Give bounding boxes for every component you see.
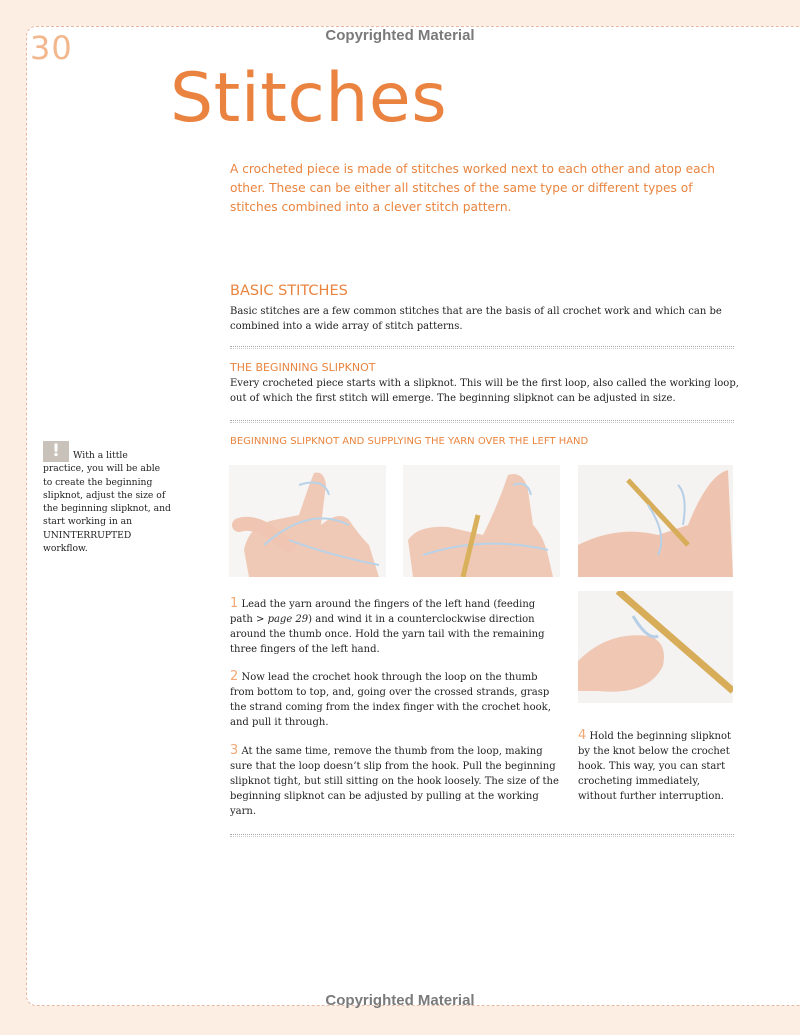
step-4 — [578, 728, 734, 804]
step-text: Hold the beginning slipknot by the knot below the crochet hook. This way, you can start crocheting immediately, without further interruption. — [578, 731, 732, 802]
photo-step-3 — [578, 465, 733, 577]
slipknot-heading: THE BEGINNING SLIPKNOT — [230, 361, 376, 374]
divider — [230, 346, 734, 349]
step-number: 3 — [230, 743, 239, 758]
step-text: ) and wind it in a counterclockwise direction around the thumb once. Hold the yarn tail with the remaining three fingers of the left hand. — [230, 614, 545, 655]
step-2 — [230, 669, 560, 730]
slipknot-text: Every crocheted piece starts with a slipknot. This will be the first loop, also called the working loop, out of which the first stitch will emerge. The beginning slipknot can be adjusted in size. — [230, 378, 739, 404]
basic-stitches-heading: BASIC STITCHES — [230, 283, 348, 299]
step-text: At the same time, remove the thumb from the loop, making sure that the loop doesn’t slip from the hook. Pull the beginning slipknot tight, but still sitting on the hook loosely. The size of the beginning slipknot can be adjusted by pulling at the working yarn. — [230, 746, 559, 817]
step-1 — [230, 596, 560, 657]
page-reference-link[interactable]: page 29 — [267, 614, 309, 625]
divider — [230, 834, 734, 837]
step-text: Lead the yarn around the fingers of the left hand (feeding path > — [230, 599, 536, 625]
copyright-watermark-top: Copyrighted Material — [325, 27, 475, 44]
copyright-watermark-bottom: Copyrighted Material — [325, 992, 475, 1009]
step-number: 1 — [230, 596, 239, 611]
divider — [230, 420, 734, 423]
step-number: 2 — [230, 669, 239, 684]
tip-note — [43, 449, 171, 555]
basic-stitches-text: Basic stitches are a few common stitches that are the basis of all crochet work and which can be combined into a wide array of stitch patterns. — [230, 306, 722, 332]
page-title: Stitches — [170, 59, 448, 138]
photo-step-1 — [229, 465, 386, 577]
photo-step-4 — [578, 591, 733, 703]
page-number: 30 — [30, 29, 73, 67]
step-number: 4 — [578, 728, 587, 743]
step-3 — [230, 743, 560, 819]
tip-text: With a little practice, you will be able to create the beginning slipknot, adjust the size of the beginning slipknot, and start working in an UNINTERRUPTED workflow. — [43, 450, 171, 555]
step-text: Now lead the crochet hook through the loop on the thumb from bottom to top, and, going over the crossed strands, grasp the strand coming from the index finger with the crochet hook, and pull it through. — [230, 672, 551, 728]
supplying-heading: BEGINNING SLIPKNOT AND SUPPLYING THE YARN OVER THE LEFT HAND — [230, 436, 589, 447]
intro-paragraph: A crocheted piece is made of stitches worked next to each other and atop each other. These can be either all stitches of the same type or different types of stitches combined into a clever stitch pattern. — [230, 162, 715, 214]
exclamation-icon: ! — [43, 441, 69, 462]
photo-step-2 — [403, 465, 560, 577]
